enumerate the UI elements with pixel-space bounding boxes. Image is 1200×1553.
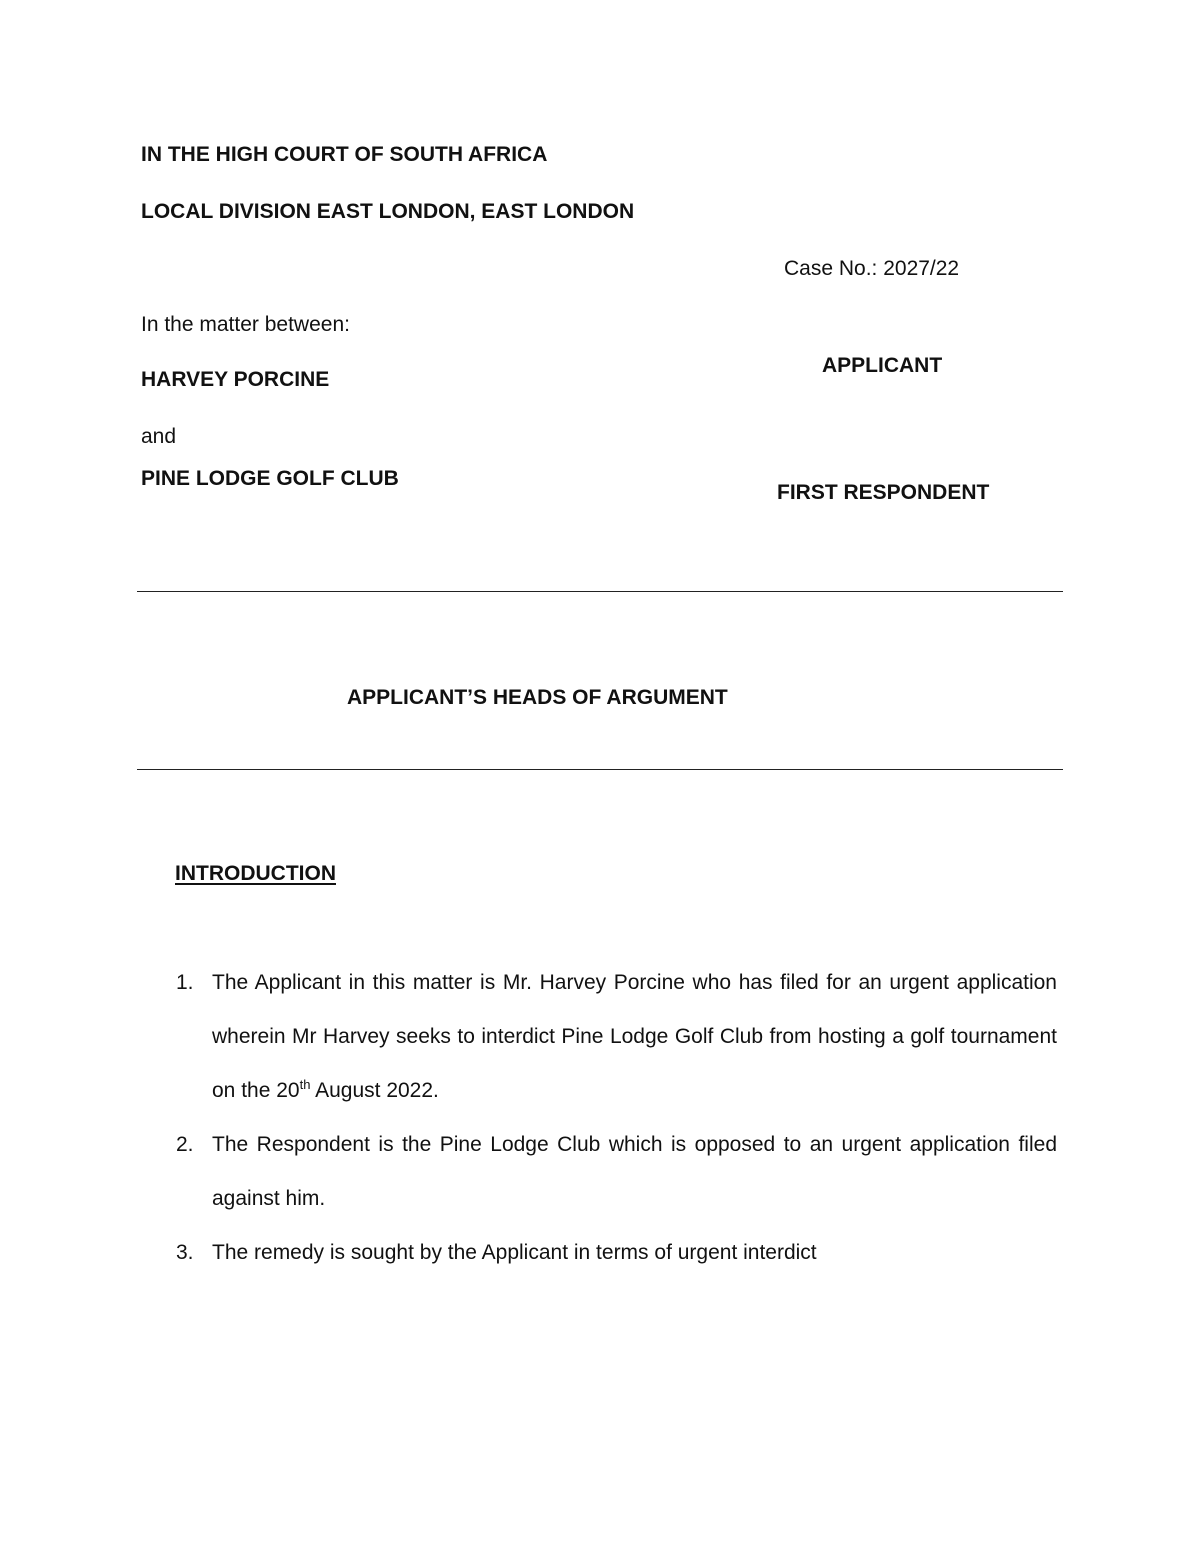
paragraph-text: The Applicant in this matter is Mr. Harvey Porcine who has filed for an urgent application wherein Mr Harvey seeks to interdict Pine Lodge Golf Club from hosting a golf tournament on the 20	[212, 971, 1057, 1102]
top-divider	[137, 591, 1063, 592]
section-heading: INTRODUCTION	[175, 862, 336, 885]
respondent-name: PINE LODGE GOLF CLUB	[141, 467, 399, 490]
list-item	[176, 956, 1057, 1118]
paragraph-text: The remedy is sought by the Applicant in terms of urgent interdict	[212, 1241, 817, 1264]
paragraph-number: 2.	[176, 1133, 194, 1156]
paragraph-text: The Respondent is the Pine Lodge Club which is opposed to an urgent application filed against him.	[212, 1133, 1057, 1210]
list-item	[176, 1226, 1057, 1280]
paragraph-list	[176, 956, 1057, 1280]
case-number: Case No.: 2027/22	[784, 257, 960, 280]
court-division-line: LOCAL DIVISION EAST LONDON, EAST LONDON	[141, 200, 635, 223]
party-conjunction: and	[141, 425, 177, 448]
matter-intro: In the matter between:	[141, 313, 350, 336]
paragraph-text-tail: August 2022.	[310, 1079, 439, 1102]
applicant-name: HARVEY PORCINE	[141, 368, 330, 391]
list-item	[176, 1118, 1057, 1226]
paragraph-number: 3.	[176, 1241, 194, 1264]
ordinal-superscript: th	[299, 1077, 311, 1092]
applicant-role: APPLICANT	[822, 354, 943, 377]
court-name-line: IN THE HIGH COURT OF SOUTH AFRICA	[141, 143, 548, 166]
paragraph-number: 1.	[176, 971, 194, 994]
document-title: APPLICANT’S HEADS OF ARGUMENT	[347, 686, 728, 709]
bottom-divider	[137, 769, 1063, 770]
respondent-role: FIRST RESPONDENT	[777, 481, 990, 504]
